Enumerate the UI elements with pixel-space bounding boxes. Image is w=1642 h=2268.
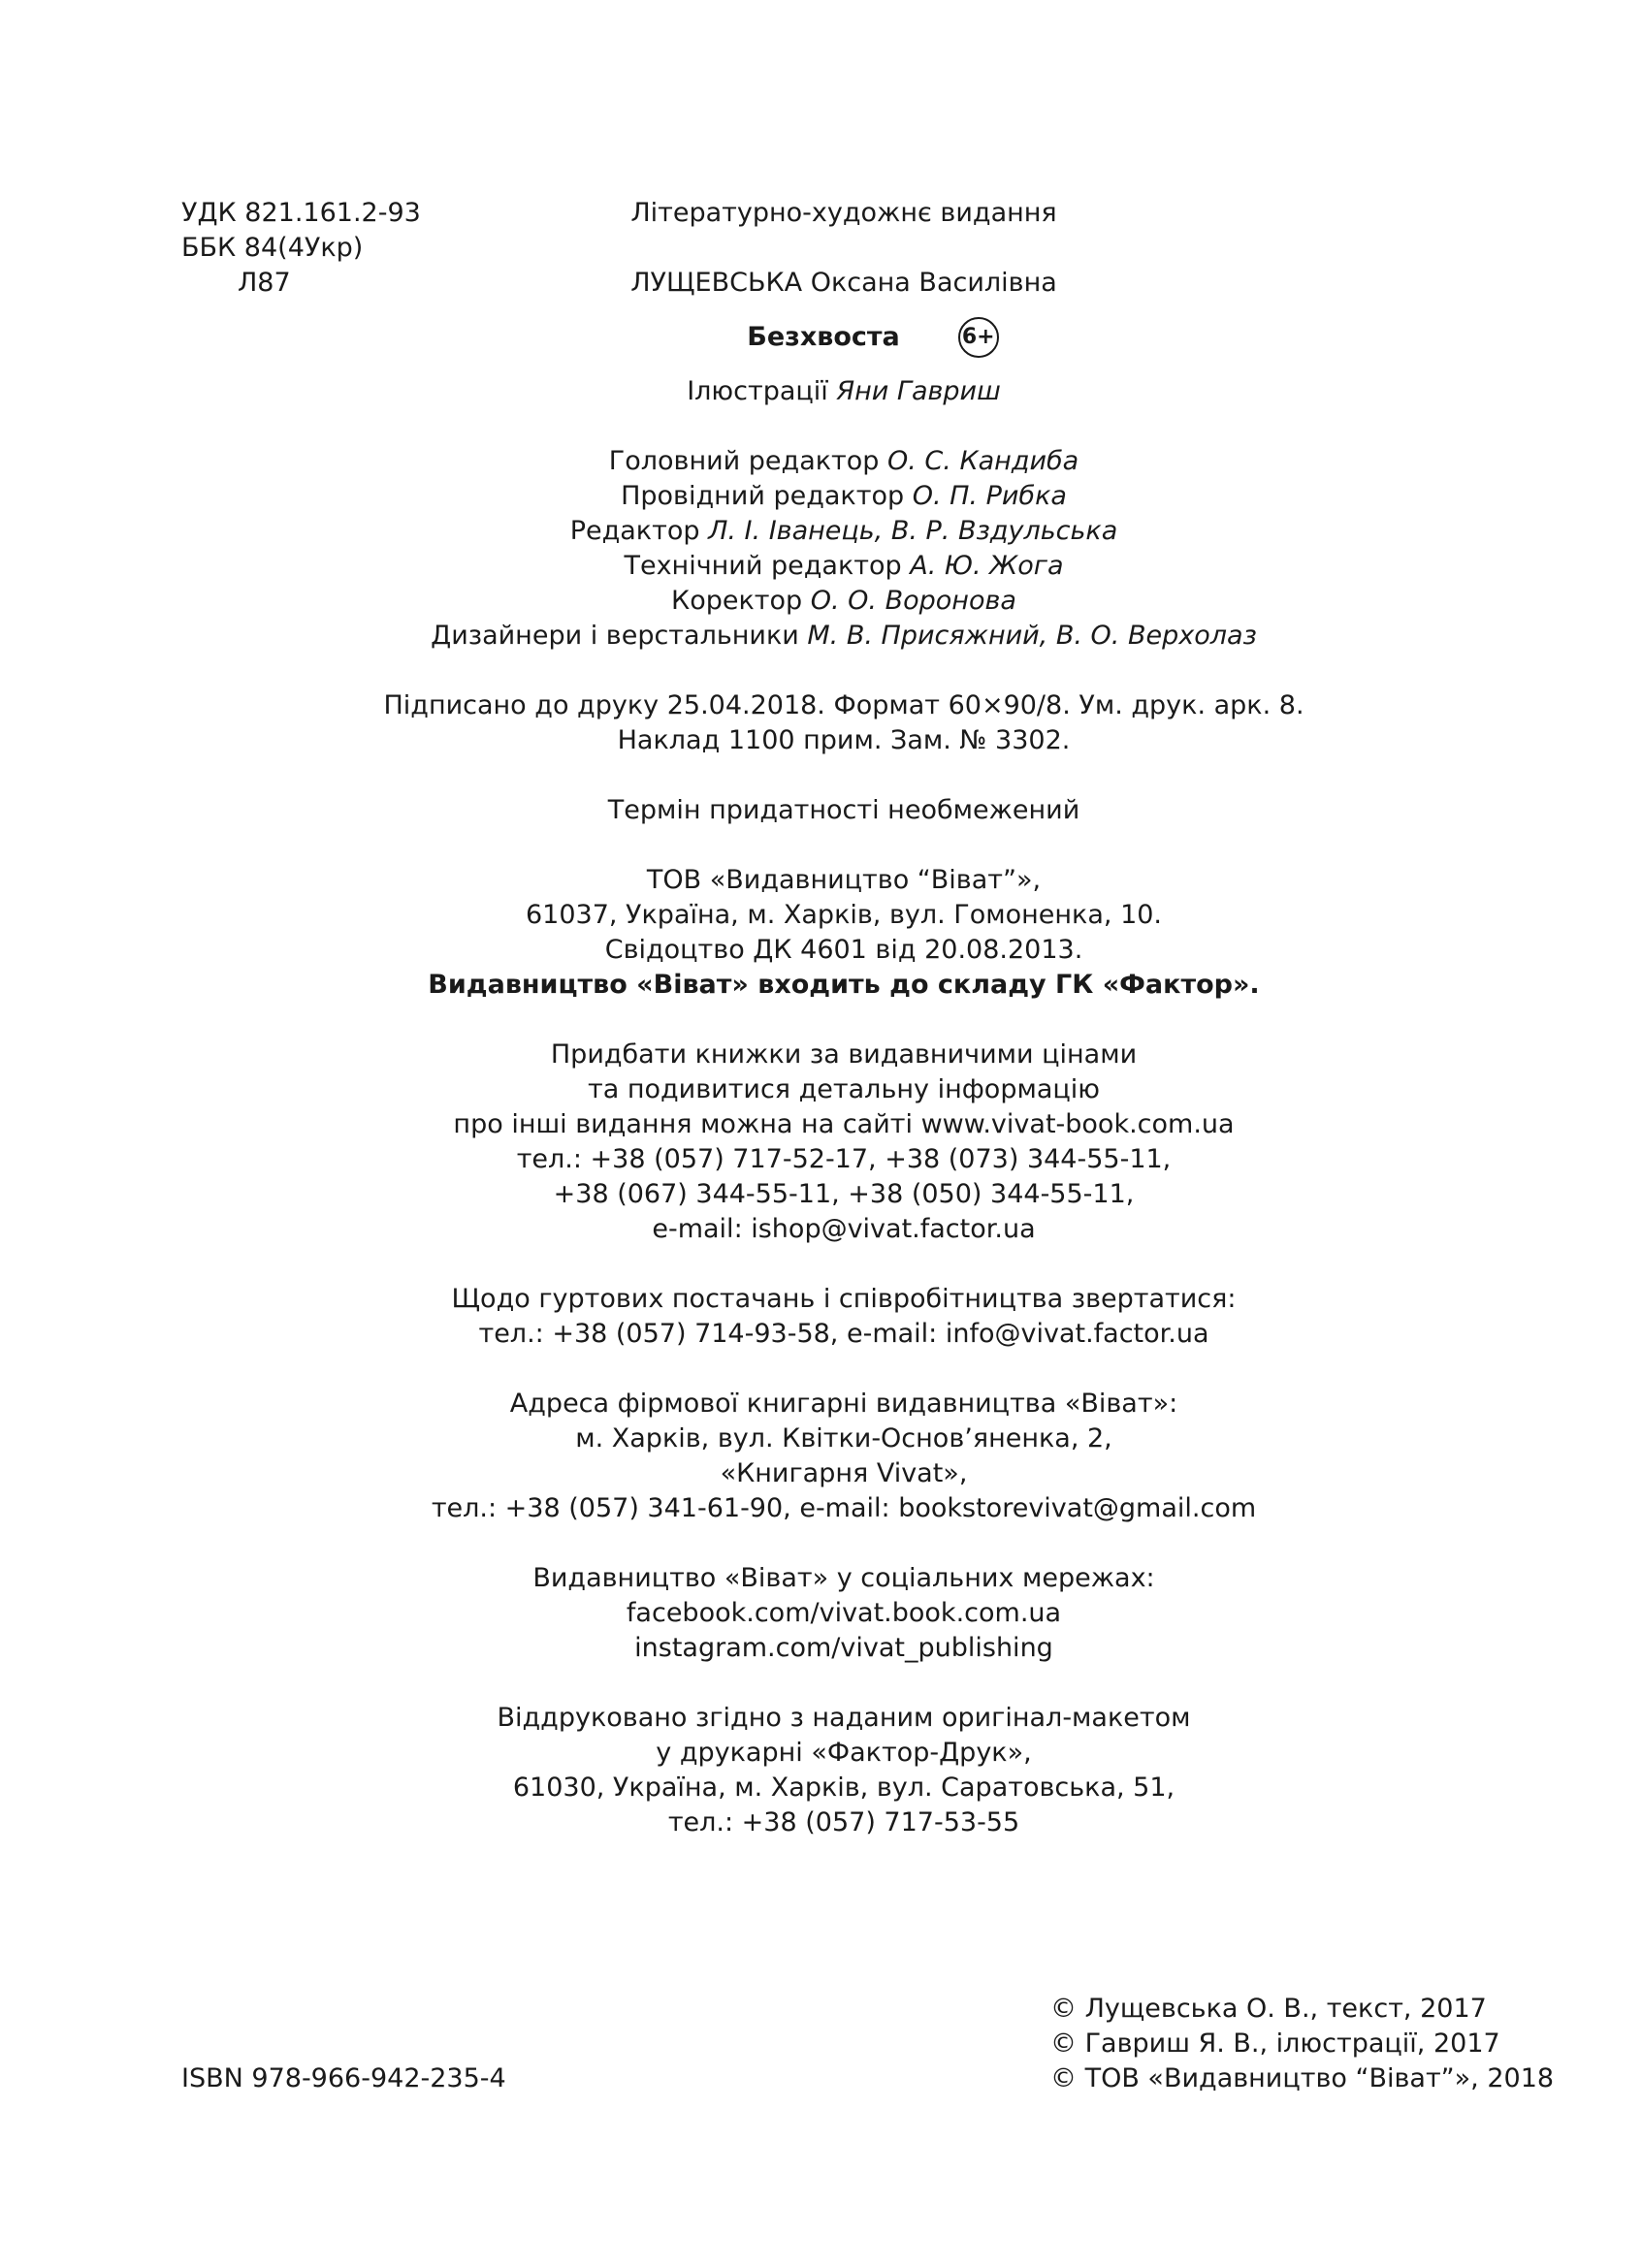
publisher-line: ТОВ «Видавництво “Віват”», [646, 865, 1042, 895]
wholesale-line: тел.: +38 (057) 714-93-58, e-mail: info@vivat.factor.ua [478, 1319, 1209, 1349]
staff-role: Технічний редактор [624, 551, 911, 581]
staff-role: Дизайнери і верстальники [431, 621, 808, 651]
bookstore-line: Адреса фірмової книгарні видавництва «Віват»: [509, 1389, 1178, 1419]
purchase-line: +38 (067) 344-55-11, +38 (050) 344-55-11, [553, 1179, 1135, 1209]
purchase-line: Придбати книжки за видавничими цінами [550, 1039, 1138, 1070]
purchase-line: та подивитися детальну інформацію [587, 1074, 1100, 1104]
staff-role: Головний редактор [608, 446, 888, 476]
print-info [369, 688, 1319, 758]
social-info [369, 1561, 1319, 1666]
social-line: instagram.com/vivat_publishing [634, 1633, 1053, 1663]
purchase-line: e-mail: ishop@vivat.factor.ua [652, 1214, 1036, 1244]
bookstore-line: «Книгарня Vivat», [720, 1458, 968, 1488]
staff-role: Редактор [569, 516, 709, 546]
bookstore-line: м. Харків, вул. Квітки-Основ’яненка, 2, [575, 1423, 1112, 1453]
udk-code: УДК 821.161.2-93 [181, 198, 421, 228]
printing-line: Віддруковано згідно з наданим оригінал-макетом [497, 1703, 1191, 1733]
author-mark: Л87 [238, 268, 291, 298]
publisher-info [369, 863, 1319, 1003]
bookstore-line: тел.: +38 (057) 341-61-90, e-mail: bookstorevivat@gmail.com [431, 1493, 1257, 1523]
copyright-line: © Лущевська О. В., текст, 2017 [1050, 1994, 1487, 2024]
staff-name: О. П. Рибка [912, 481, 1067, 511]
illustrations-credit [369, 374, 1319, 409]
copyright-line: © Гавриш Я. В., ілюстрації, 2017 [1050, 2028, 1500, 2059]
edition-type: Літературно-художнє видання [630, 198, 1057, 228]
social-line: Видавництво «Віват» у соціальних мережах: [532, 1563, 1155, 1593]
staff-line [369, 584, 1319, 619]
title-row [369, 318, 1319, 357]
staff-line [369, 514, 1319, 549]
shelf-life: Термін придатності необмежений [607, 795, 1080, 825]
isbn: ISBN 978-966-942-235-4 [181, 2063, 506, 2093]
publisher-line: 61037, Україна, м. Харків, вул. Гомоненка, 10. [525, 900, 1163, 930]
printing-line: 61030, Україна, м. Харків, вул. Саратовська, 51, [512, 1773, 1175, 1803]
book-title: Безхвоста [747, 322, 900, 352]
purchase-line: про інші видання можна на сайті www.vivat-book.com.ua [453, 1109, 1235, 1139]
printing-line: тел.: +38 (057) 717-53-55 [667, 1807, 1020, 1837]
copyright-line: © ТОВ «Видавництво “Віват”», 2018 [1050, 2063, 1555, 2093]
staff-name: М. В. Присяжний, В. О. Верхолаз [807, 621, 1257, 651]
publisher-line: Свідоцтво ДК 4601 від 20.08.2013. [604, 935, 1083, 965]
wholesale-line: Щодо гуртових постачань і співробітництва звертатися: [451, 1284, 1237, 1314]
purchase-info [369, 1038, 1319, 1247]
illustrations-label: Ілюстрації [687, 376, 837, 406]
staff-name: А. Ю. Жога [910, 551, 1064, 581]
purchase-line: тел.: +38 (057) 717-52-17, +38 (073) 344-55-11, [516, 1144, 1172, 1174]
printing-line: у друкарні «Фактор-Друк», [656, 1738, 1032, 1768]
staff-role: Провідний редактор [621, 481, 913, 511]
staff-name: О. С. Кандиба [887, 446, 1079, 476]
staff-role: Коректор [671, 586, 811, 616]
publisher-group: Видавництво «Віват» входить до складу ГК «Фактор». [428, 970, 1260, 1000]
social-line: facebook.com/vivat.book.com.ua [626, 1598, 1062, 1628]
print-info-line: Наклад 1100 прим. Зам. № 3302. [617, 725, 1071, 755]
bbk-code: ББК 84(4Укр) [181, 233, 364, 263]
staff-name: Л. І. Іванець, В. Р. Вздульська [708, 516, 1118, 546]
imprint-main [369, 196, 1319, 1840]
author-name: ЛУЩЕВСЬКА Оксана Василівна [630, 268, 1057, 298]
wholesale-info [369, 1282, 1319, 1352]
bookstore-info [369, 1387, 1319, 1526]
staff-name: О. О. Воронова [810, 586, 1016, 616]
staff-line [369, 444, 1319, 479]
age-rating-badge: 6+ [958, 317, 999, 358]
staff-line [369, 479, 1319, 514]
staff-list [369, 444, 1319, 654]
print-info-line: Підписано до друку 25.04.2018. Формат 60×90/8. Ум. друк. арк. 8. [383, 690, 1304, 720]
staff-line [369, 619, 1319, 654]
staff-line [369, 549, 1319, 584]
printing-info [369, 1701, 1319, 1840]
illustrator-name: Яни Гавриш [836, 376, 1001, 406]
copyright-block [1050, 1992, 1554, 2096]
